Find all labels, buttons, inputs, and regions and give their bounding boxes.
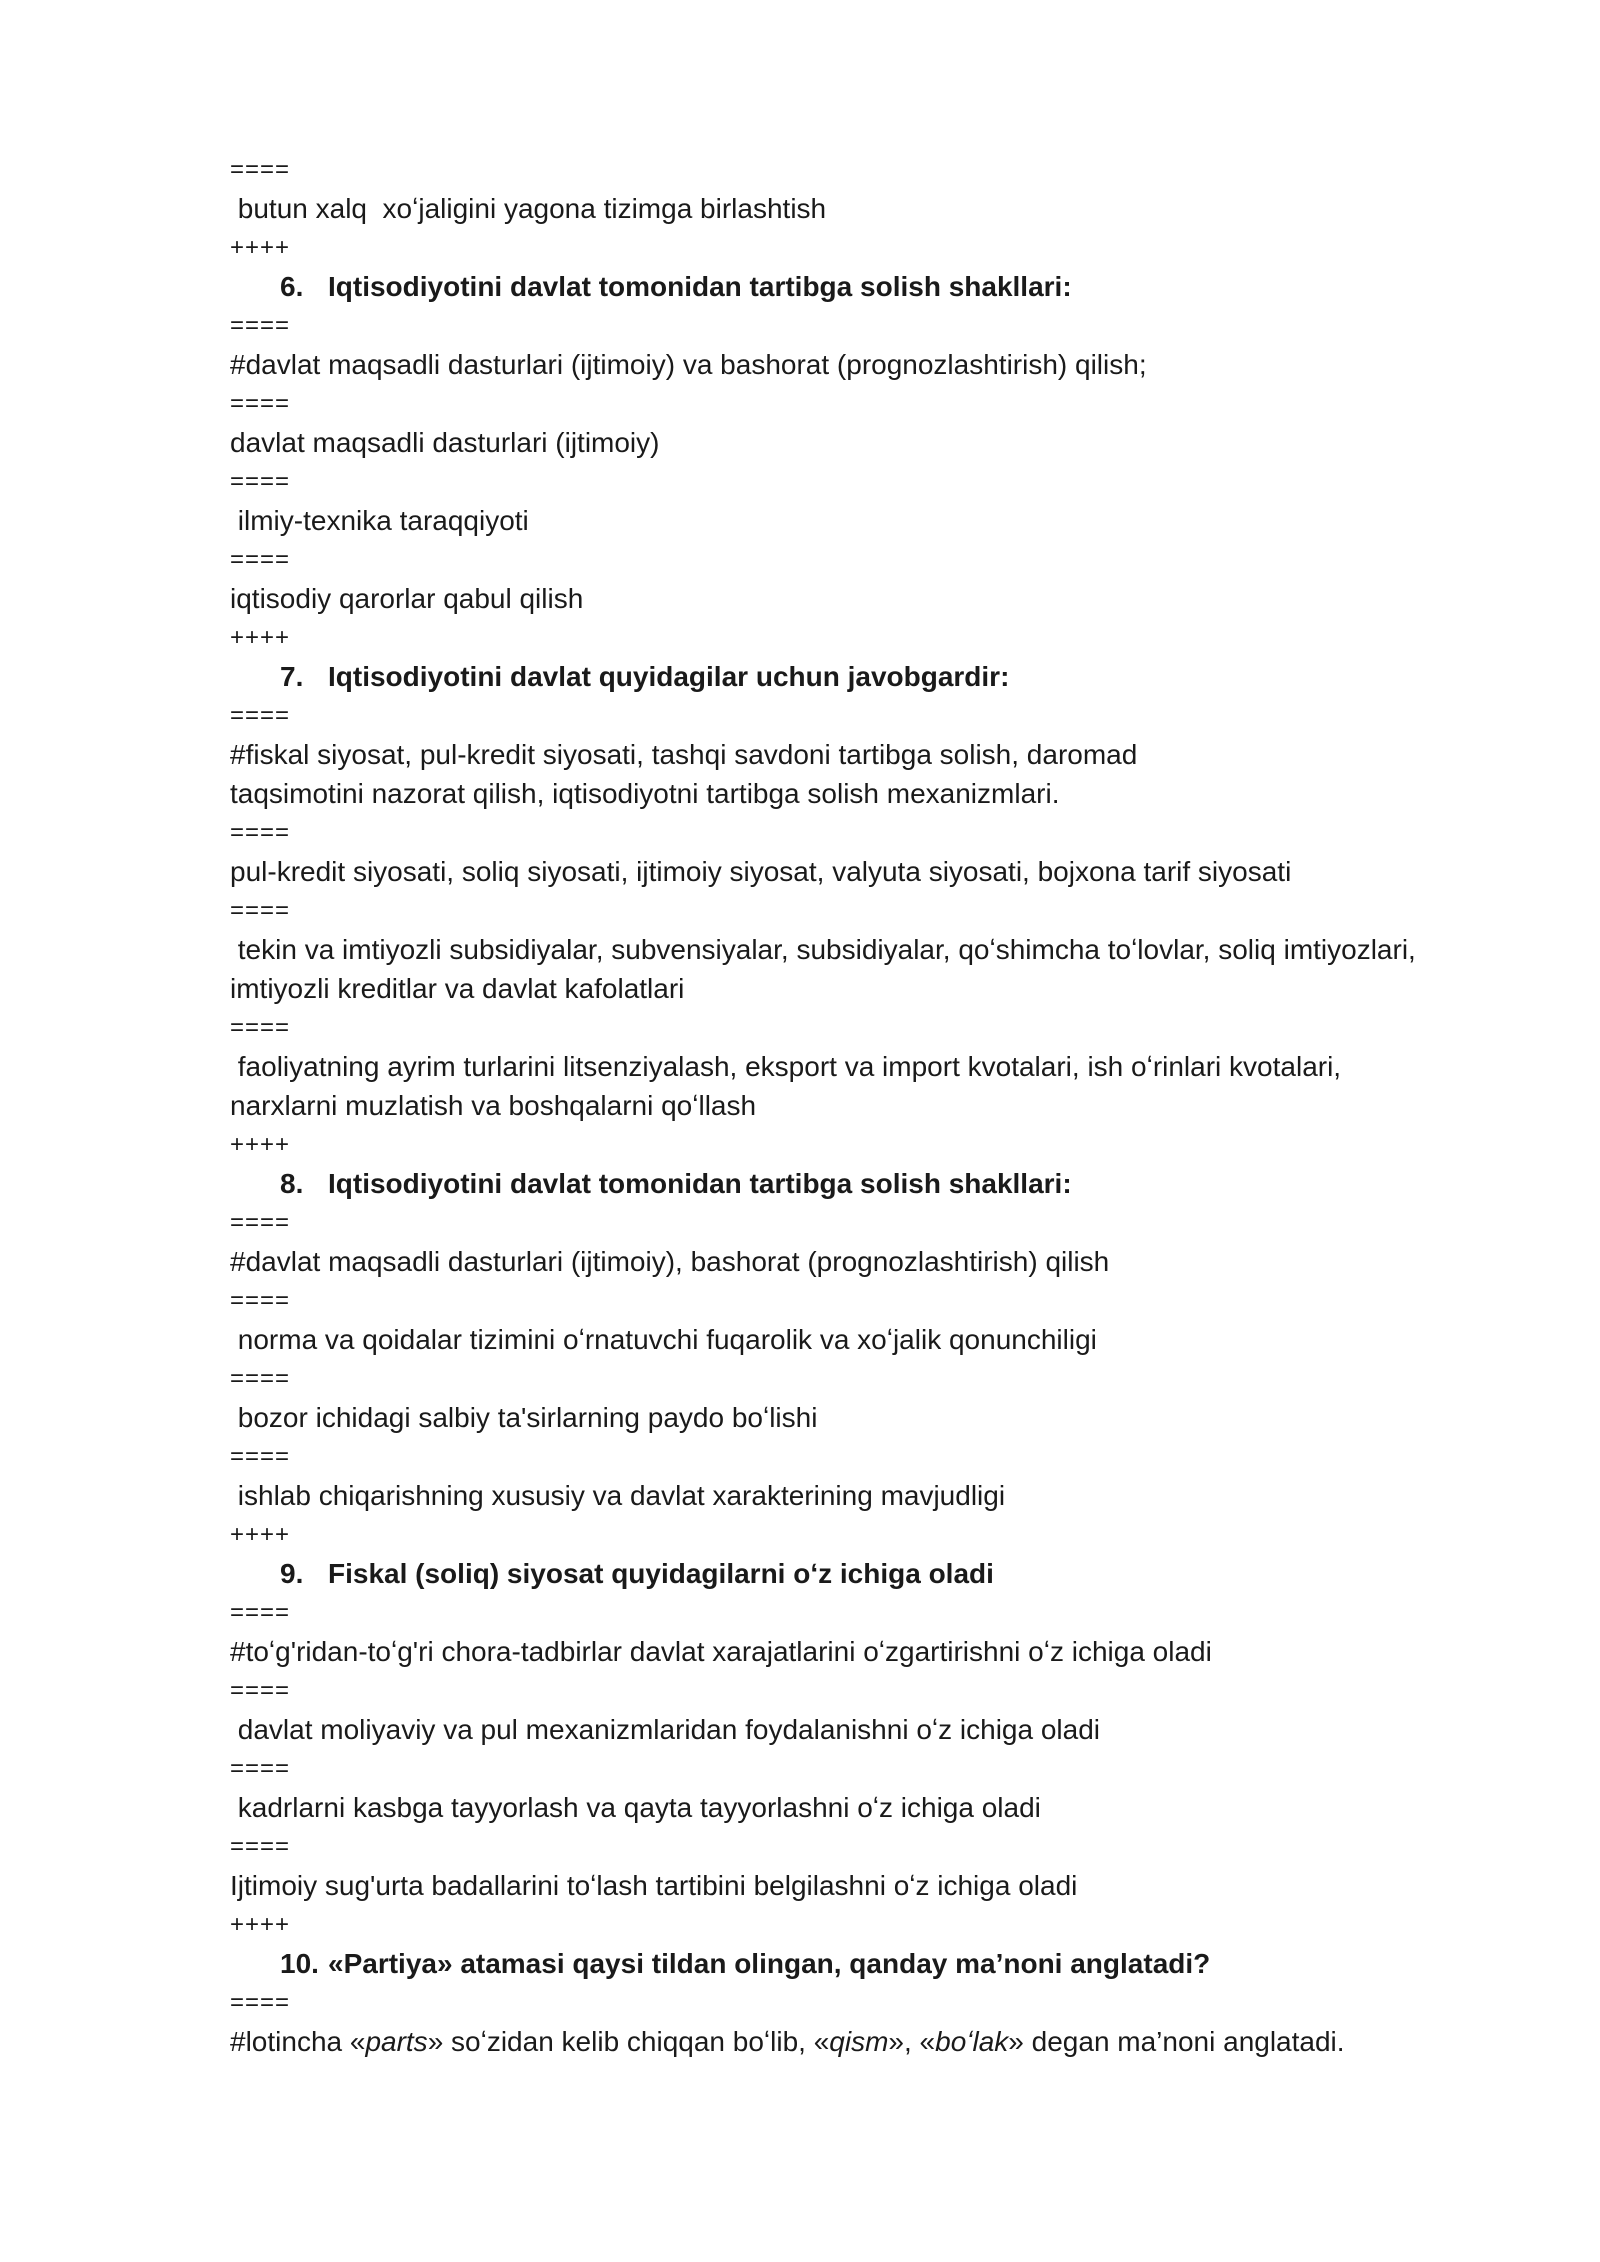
- question-text: Iqtisodiyotini davlat tomonidan tartibga solish shakllari:: [328, 1168, 1072, 1199]
- answer-text-part: » degan ma’noni anglatadi.: [1008, 2026, 1345, 2057]
- question-heading: [230, 267, 1510, 306]
- option-separator: ====: [230, 702, 291, 729]
- answer-option: Ijtimoiy sug'urta badallarini toʻlash tartibini belgilashni oʻz ichiga oladi: [230, 1870, 1078, 1901]
- answer-option: tekin va imtiyozli subsidiyalar, subvensiyalar, subsidiyalar, qoʻshimcha toʻlovlar, soliq imtiyozlari, imtiyozli kreditlar va davlat kafolatlari: [230, 934, 1416, 1004]
- answer-option: kadrlarni kasbga tayyorlash va qayta tayyorlashni oʻz ichiga oladi: [230, 1792, 1041, 1823]
- option-separator: ====: [230, 390, 291, 417]
- option-separator: ====: [230, 819, 291, 846]
- answer-option: bozor ichidagi salbiy ta'sirlarning paydo boʻlishi: [230, 1402, 818, 1433]
- answer-option: norma va qoidalar tizimini oʻrnatuvchi fuqarolik va xoʻjalik qonunchiligi: [230, 1324, 1097, 1355]
- answer-line-last: [230, 2022, 1510, 2061]
- answer-option: #davlat maqsadli dasturlari (ijtimoiy), bashorat (prognozlashtirish) qilish: [230, 1246, 1110, 1277]
- question-text: Fiskal (soliq) siyosat quyidagilarni oʻz ichiga oladi: [328, 1558, 994, 1589]
- question-heading: [230, 1944, 1510, 1983]
- answer-italic-term: boʻlak: [935, 2026, 1009, 2057]
- answer-text-part: » soʻzidan kelib chiqqan boʻlib, «: [427, 2026, 830, 2057]
- option-separator: ====: [230, 468, 291, 495]
- option-separator: ====: [230, 1014, 291, 1041]
- answer-text-part: #lotincha «: [230, 2026, 366, 2057]
- answer-italic-term: parts: [365, 2026, 428, 2057]
- option-separator: ====: [230, 1287, 291, 1314]
- answer-option: davlat maqsadli dasturlari (ijtimoiy): [230, 427, 660, 458]
- option-separator: ====: [230, 1365, 291, 1392]
- question-separator: ++++: [230, 1521, 291, 1548]
- answer-option: pul-kredit siyosati, soliq siyosati, ijtimoiy siyosat, valyuta siyosati, bojxona tarif siyosati: [230, 856, 1292, 887]
- question-text: «Partiya» atamasi qaysi tildan olingan, qanday ma’noni anglatadi?: [328, 1948, 1211, 1979]
- answer-option: #fiskal siyosat, pul-kredit siyosati, tashqi savdoni tartibga solish, daromad taqsimotini nazorat qilish, iqtisodiyotni tartibga solish mexanizmlari.: [230, 739, 1138, 809]
- question-text: Iqtisodiyotini davlat tomonidan tartibga solish shakllari:: [328, 271, 1072, 302]
- option-separator: ====: [230, 1599, 291, 1626]
- answer-option: iqtisodiy qarorlar qabul qilish: [230, 583, 584, 614]
- question-heading: [230, 657, 1510, 696]
- answer-option: #davlat maqsadli dasturlari (ijtimoiy) va bashorat (prognozlashtirish) qilish;: [230, 349, 1147, 380]
- question-separator: ++++: [230, 234, 291, 261]
- option-separator: ====: [230, 1989, 291, 2016]
- question-separator: ++++: [230, 1131, 291, 1158]
- document-body: [230, 150, 1510, 2022]
- option-separator: ====: [230, 1677, 291, 1704]
- answer-option: ishlab chiqarishning xususiy va davlat xarakterining mavjudligi: [230, 1480, 1006, 1511]
- answer-option: faoliyatning ayrim turlarini litsenziyalash, eksport va import kvotalari, ish oʻrinlari kvotalari, narxlarni muzlatish va boshqalarni qoʻllash: [230, 1051, 1342, 1121]
- question-number: 6.: [280, 271, 304, 302]
- option-separator: ====: [230, 312, 291, 339]
- option-separator: ====: [230, 1443, 291, 1470]
- option-separator: ====: [230, 1833, 291, 1860]
- question-heading: [230, 1164, 1510, 1203]
- answer-italic-term: qism: [829, 2026, 889, 2057]
- option-separator: ====: [230, 546, 291, 573]
- question-number: 10.: [280, 1948, 319, 1979]
- answer-option: butun xalq xoʻjaligini yagona tizimga birlashtish: [230, 193, 827, 224]
- question-separator: ++++: [230, 1911, 291, 1938]
- question-text: Iqtisodiyotini davlat quyidagilar uchun javobgardir:: [328, 661, 1010, 692]
- option-separator: ====: [230, 1209, 291, 1236]
- question-separator: ++++: [230, 624, 291, 651]
- question-heading: [230, 1554, 1510, 1593]
- option-separator: ====: [230, 1755, 291, 1782]
- question-number: 7.: [280, 661, 304, 692]
- option-separator: ====: [230, 897, 291, 924]
- answer-option: #toʻg'ridan-toʻg'ri chora-tadbirlar davlat xarajatlarini oʻzgartirishni oʻz ichiga oladi: [230, 1636, 1212, 1667]
- question-number: 8.: [280, 1168, 304, 1199]
- answer-text-part: », «: [888, 2026, 936, 2057]
- document-page: [230, 150, 1510, 2061]
- question-number: 9.: [280, 1558, 304, 1589]
- answer-option: davlat moliyaviy va pul mexanizmlaridan foydalanishni oʻz ichiga oladi: [230, 1714, 1100, 1745]
- option-separator: ====: [230, 156, 291, 183]
- answer-option: ilmiy-texnika taraqqiyoti: [230, 505, 529, 536]
